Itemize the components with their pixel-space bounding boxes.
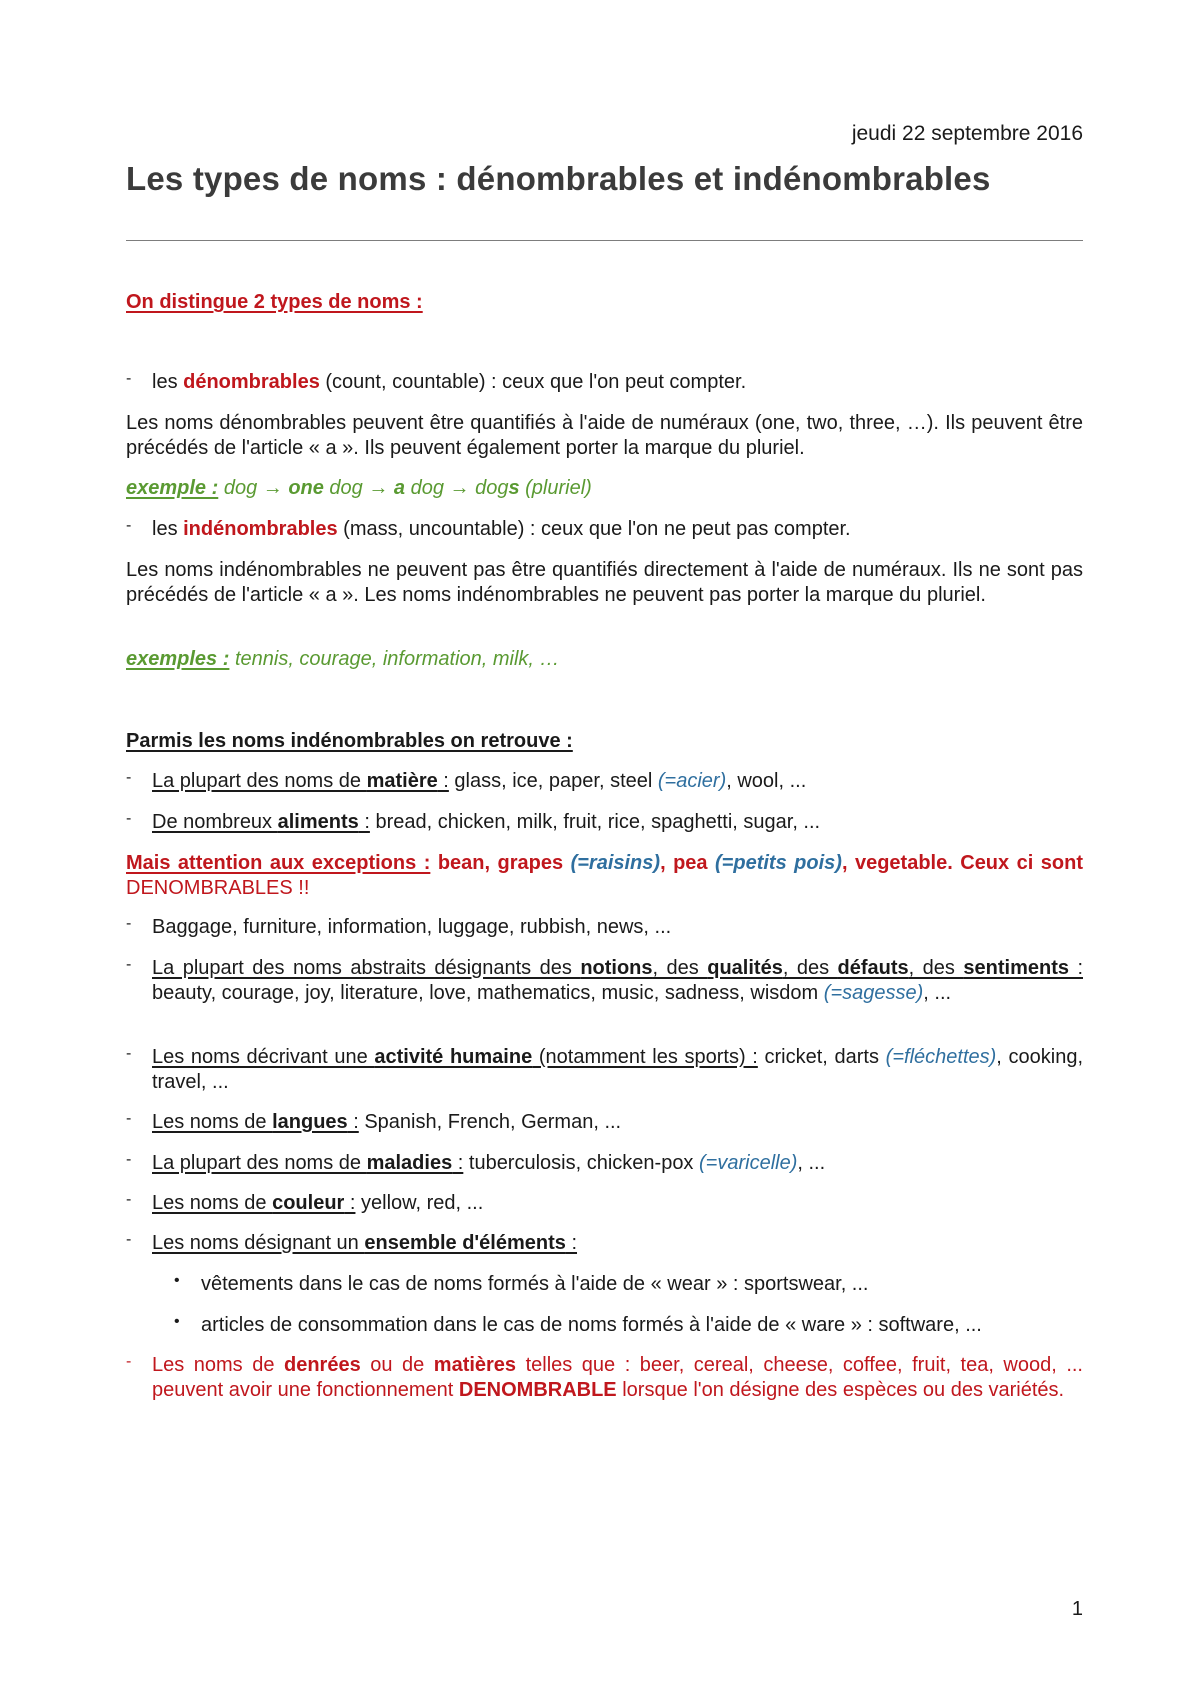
item-colon: :	[347, 1111, 359, 1133]
item-examples: cricket, darts	[757, 1046, 886, 1068]
dash-marker: -	[126, 517, 132, 534]
dash-marker: -	[126, 1353, 132, 1370]
item-text: lorsque l'on désigne des espèces ou des variétés.	[616, 1379, 1065, 1401]
item-keyword: maladies	[366, 1152, 453, 1174]
dash-marker: -	[126, 769, 132, 786]
item-lead: De nombreux	[152, 811, 278, 833]
sub-item-text: vêtements dans le cas de noms formés à l'aide de « wear » : sportswear, ...	[201, 1273, 869, 1295]
example-denombrables	[126, 476, 1083, 501]
translation-note: (=varicelle)	[699, 1152, 798, 1174]
item-examples-end: , ...	[797, 1152, 826, 1174]
example-text: tennis, courage, information, milk, …	[229, 648, 560, 670]
paragraph-indenombrables: Les noms indénombrables ne peuvent pas être quantifiés directement à l'aide de numéraux. Ils ne sont pas précédés de l'article « a ». Les noms indénombrables ne peuvent pas porter la marque du pluriel.	[126, 559, 1083, 606]
item-colon: :	[565, 1232, 578, 1254]
item-lead: Les noms de	[152, 1192, 273, 1214]
item-text: ou de	[360, 1354, 434, 1376]
exceptions-words-1: bean, grapes	[430, 852, 571, 874]
bullet-marker: •	[174, 1272, 180, 1289]
dash-marker: -	[126, 1045, 132, 1062]
item-lead: La plupart des noms de	[152, 1152, 367, 1174]
list-item-denrees	[126, 1353, 1083, 1403]
page-number: 1	[1071, 1598, 1083, 1620]
list-item-abstraits	[126, 956, 1083, 1006]
page-title: Les types de noms : dénombrables et indénombrables	[126, 160, 991, 197]
item-colon: :	[1068, 957, 1083, 979]
item-examples-end: , wool, ...	[726, 770, 807, 792]
item-examples: beauty, courage, joy, literature, love, mathematics, music, sadness, wisdom	[152, 982, 824, 1004]
title-divider	[126, 240, 1083, 241]
item-keyword: sentiments	[963, 957, 1069, 979]
dash-marker: -	[126, 956, 132, 973]
dash-marker: -	[126, 370, 132, 387]
item-separator: , des	[908, 957, 964, 979]
item-examples: Baggage, furniture, information, luggage, rubbish, news, ...	[152, 916, 672, 938]
dash-marker: -	[126, 1191, 132, 1208]
item-colon: :	[358, 811, 370, 833]
item-keyword: activité humaine	[374, 1046, 533, 1068]
item-keyword: ensemble d'éléments	[364, 1232, 566, 1254]
exceptions-note	[126, 851, 1083, 901]
list-item-activite	[126, 1045, 1083, 1095]
example-label: exemples :	[126, 648, 230, 670]
item-examples: tuberculosis, chicken-pox	[463, 1152, 699, 1174]
item-keyword: matière	[366, 770, 438, 792]
list-item-ensemble	[126, 1231, 1083, 1256]
example-text-2: dog →	[323, 477, 394, 499]
translation-note: (=fléchettes)	[885, 1046, 997, 1068]
example-text-4: (pluriel)	[519, 477, 592, 499]
item-examples-end: , ...	[923, 982, 952, 1004]
bullet-marker: •	[174, 1313, 180, 1330]
exceptions-denombrables: DENOMBRABLES !!	[126, 877, 310, 899]
item-keyword: notions	[580, 957, 653, 979]
item-keyword: défauts	[837, 957, 909, 979]
term-denombrables: dénombrables	[183, 371, 320, 393]
item-examples: bread, chicken, milk, fruit, rice, spaghetti, sugar, ...	[369, 811, 821, 833]
dash-marker: -	[126, 810, 132, 827]
dash-marker: -	[126, 1151, 132, 1168]
list-item-baggage	[126, 915, 1083, 940]
translation-note: (=petits pois)	[715, 852, 842, 874]
list-item-maladies	[126, 1151, 1083, 1176]
example-plural-s: s	[508, 477, 520, 499]
exceptions-label: Mais attention aux exceptions :	[126, 852, 431, 874]
item-colon: :	[344, 1192, 356, 1214]
item-keyword: langues	[272, 1111, 348, 1133]
translation-note: (=sagesse)	[823, 982, 924, 1004]
dash-marker: -	[126, 1231, 132, 1248]
sub-item-wear	[174, 1272, 1083, 1297]
section-heading-types: On distingue 2 types de noms :	[126, 291, 423, 313]
item-text: telles que : beer, cereal, cheese, coffee, fruit, tea, wood, ... peuvent avoir une fonctionnement	[152, 1354, 1083, 1401]
item-prefix: les	[152, 371, 184, 393]
item-lead: Les noms de	[152, 1354, 284, 1376]
item-examples: glass, ice, paper, steel	[448, 770, 658, 792]
sub-item-text: articles de consommation dans le cas de noms formés à l'aide de « ware » : software, ...	[201, 1314, 982, 1336]
item-separator: , des	[652, 957, 708, 979]
item-definition: (count, countable) : ceux que l'on peut compter.	[319, 371, 747, 393]
list-item-langues	[126, 1110, 1083, 1135]
item-examples: Spanish, French, German, ...	[358, 1111, 622, 1133]
example-text-1: dog →	[218, 477, 289, 499]
example-indenombrables	[126, 647, 1083, 672]
document-date: jeudi 22 septembre 2016	[851, 122, 1083, 145]
item-examples: yellow, red, ...	[355, 1192, 484, 1214]
list-item-indenombrables	[126, 517, 1083, 542]
example-label: exemple :	[126, 477, 219, 499]
item-lead: Les noms décrivant une	[152, 1046, 375, 1068]
item-keyword: denrées	[283, 1354, 361, 1376]
paragraph-denombrables: Les noms dénombrables peuvent être quantifiés à l'aide de numéraux (one, two, three, …). Ils peuvent être précédés de l'article « a ». Ils peuvent également porter la marque du pluriel.	[126, 412, 1083, 459]
item-lead: Les noms désignant un	[152, 1232, 365, 1254]
list-item-aliments	[126, 810, 1083, 835]
item-keyword: couleur	[272, 1192, 345, 1214]
item-definition: (mass, uncountable) : ceux que l'on ne peut pas compter.	[337, 518, 851, 540]
item-keyword: aliments	[277, 811, 359, 833]
dash-marker: -	[126, 915, 132, 932]
list-item-denombrables	[126, 370, 1083, 395]
item-colon: :	[452, 1152, 464, 1174]
translation-note: (=raisins)	[570, 852, 661, 874]
item-lead: Les noms de	[152, 1111, 273, 1133]
dash-marker: -	[126, 1110, 132, 1127]
list-item-couleur	[126, 1191, 1083, 1216]
sub-item-ware	[174, 1313, 1083, 1338]
item-colon: :	[437, 770, 449, 792]
section-heading-indenombrables: Parmis les noms indénombrables on retrouve :	[126, 730, 573, 752]
item-prefix: les	[152, 518, 184, 540]
item-keyword: matières	[433, 1354, 517, 1376]
example-a: a	[393, 477, 406, 499]
exceptions-words-3: , vegetable. Ceux ci sont	[841, 852, 1083, 874]
term-indenombrables: indénombrables	[183, 518, 338, 540]
item-lead: La plupart des noms de	[152, 770, 367, 792]
exceptions-words-2: , pea	[660, 852, 716, 874]
example-one: one	[288, 477, 324, 499]
item-separator: , des	[782, 957, 838, 979]
item-lead: La plupart des noms abstraits désignants des	[152, 957, 581, 979]
item-colon: (notamment les sports) :	[532, 1046, 758, 1068]
item-keyword: DENOMBRABLE	[458, 1379, 617, 1401]
item-keyword: qualités	[707, 957, 783, 979]
item-examples-end: , cooking, travel, ...	[152, 1046, 1084, 1093]
translation-note: (=acier)	[657, 770, 727, 792]
example-text-3: dog → dog	[405, 477, 509, 499]
list-item-matiere	[126, 769, 1083, 794]
